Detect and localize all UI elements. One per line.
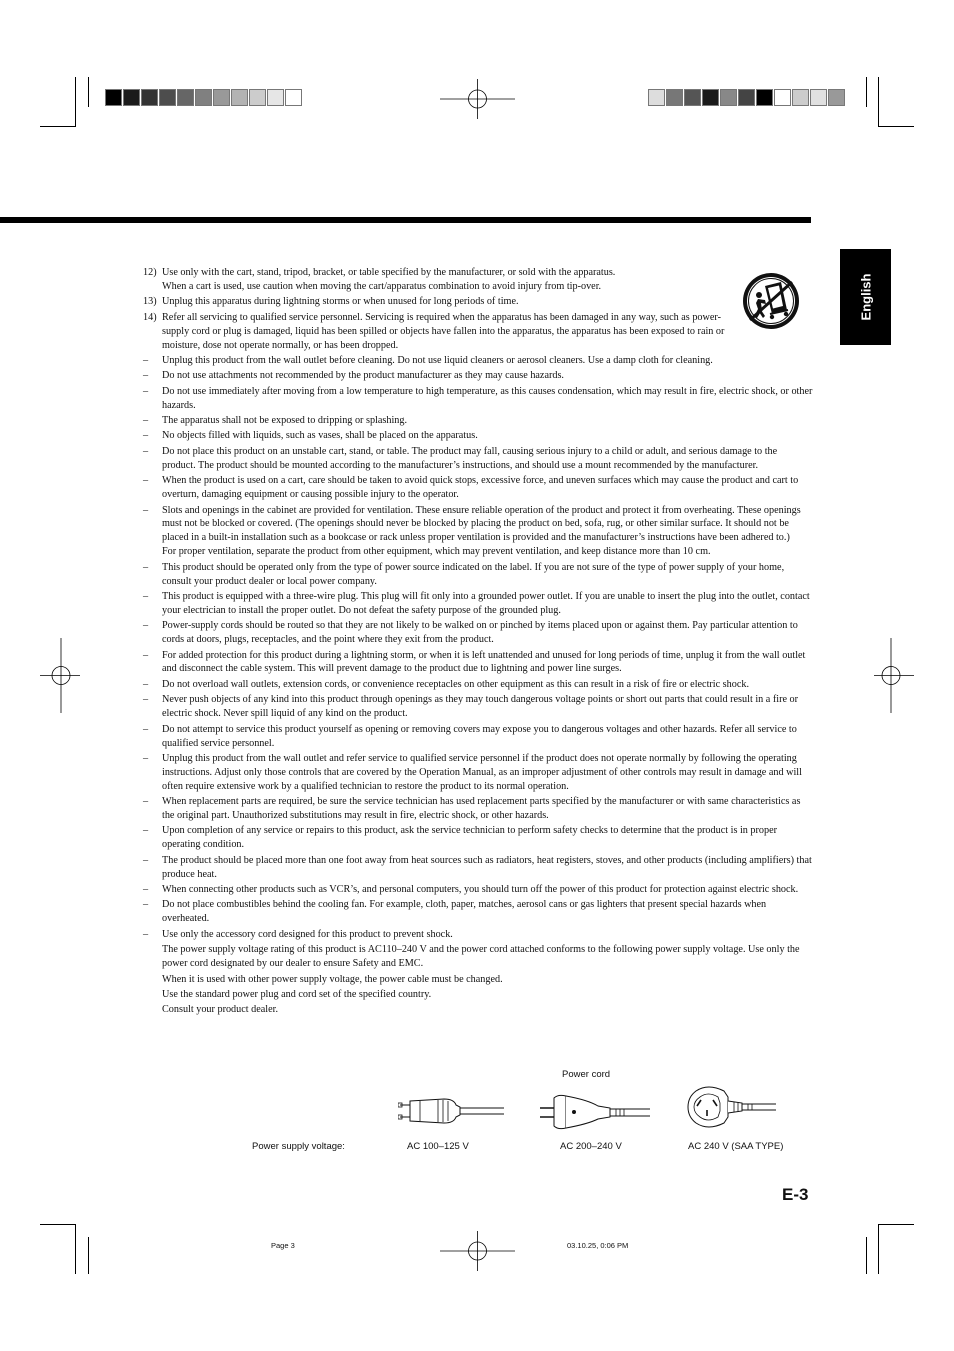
color-bar-left <box>105 89 303 106</box>
list-item <box>143 295 813 309</box>
angled-pin-aus-plug-icon <box>686 1083 778 1133</box>
list-marker: – <box>143 370 149 382</box>
list-marker: – <box>143 678 149 690</box>
list-item-text: Do not use attachments not recommended by the product manufacturer as they may cause hazards. <box>162 370 564 382</box>
list-item <box>143 854 813 882</box>
list-marker: – <box>143 561 149 573</box>
list-marker: – <box>143 504 149 516</box>
list-item <box>143 723 813 751</box>
list-item-text: Do not use immediately after moving from a low temperature to high temperature, as this causes condensation, which may result in fire, electric shock, or other hazards. <box>162 385 813 411</box>
power-paragraph: Consult your product dealer. <box>162 1004 279 1016</box>
list-marker: – <box>143 884 149 896</box>
list-marker: – <box>143 694 149 706</box>
list-item <box>143 385 813 413</box>
list-marker: – <box>143 354 149 366</box>
list-item <box>143 414 813 428</box>
voltage-row-label: Power supply voltage: <box>252 1141 345 1152</box>
list-marker: 13) <box>143 296 157 308</box>
color-bar-right <box>648 89 846 106</box>
plug-label: AC 200–240 V <box>560 1141 622 1152</box>
list-item-text: Do not place this product on an unstable cart, stand, or table. The product may fall, causing serious injury to a child or adult, and serious damage to the product. The product should be mounted according to the manufacturer’s instructions, and should use a mount recommended by the manufacturer. <box>162 445 778 471</box>
three-prong-us-plug-icon <box>398 1095 506 1129</box>
list-marker: – <box>143 415 149 427</box>
list-item <box>143 795 813 823</box>
registration-mark-right-icon <box>874 638 914 713</box>
registration-mark-top-icon <box>440 79 515 119</box>
list-item <box>143 752 813 794</box>
plug-label: AC 100–125 V <box>407 1141 469 1152</box>
footer-timestamp: 03.10.25, 0:06 PM <box>567 1241 629 1250</box>
list-item <box>143 928 813 942</box>
list-item-text: No objects filled with liquids, such as vases, shall be placed on the apparatus. <box>162 430 478 442</box>
list-marker: – <box>143 649 149 661</box>
list-marker: – <box>143 825 149 837</box>
list-item <box>143 693 813 721</box>
plug-label: AC 240 V (SAA TYPE) <box>688 1141 784 1152</box>
list-marker: – <box>143 899 149 911</box>
list-item-text: Unplug this product from the wall outlet before cleaning. Do not use liquid cleaners or aerosol cleaners. Use a damp cloth for cleaning. <box>162 354 713 366</box>
list-item-text: Never push objects of any kind into this product through openings as they may touch dangerous voltage points or short out parts that could result in a fire or electric shock. Never spill liquid of any kind on the product. <box>162 694 799 720</box>
list-marker: – <box>143 723 149 735</box>
list-item-text: When connecting other products such as VCR’s, and personal computers, you should turn off the power of this product for protection against electric shock. <box>162 884 799 896</box>
language-tab <box>840 249 891 345</box>
list-marker: – <box>143 928 149 940</box>
list-item <box>143 354 813 368</box>
list-item-text: Use only the accessory cord designed for this product to prevent shock. <box>162 928 453 940</box>
list-item-text: For added protection for this product during a lightning storm, or when it is left unattended and unused for long periods of time, unplug it from the wall outlet and disconnect the cable system. This will prevent damage to the product due to lightning and power line surges. <box>162 649 806 675</box>
list-item <box>143 590 813 618</box>
power-paragraph: The power supply voltage rating of this product is AC110–240 V and the power cord attached conforms to the following power supply voltage. Use only the power cord designated by our dealer to ensure Safety and EMC. <box>162 944 800 970</box>
list-item-text: Do not overload wall outlets, extension cords, or convenience receptacles on other equipment as this can result in a risk of fire or electric shock. <box>162 678 749 690</box>
list-item <box>143 445 813 473</box>
registration-mark-left-icon <box>40 638 80 713</box>
list-item-text: Unplug this apparatus during lightning storms or when unused for long periods of time. <box>162 296 519 308</box>
list-item-text: Refer all servicing to qualified service personnel. Servicing is required when the apparatus has been damaged in any way, such as power-supply cord or plug is damaged, liquid has been spilled or objects have fallen into the apparatus, the apparatus has been exposed to rain or moisture, dose not operate normally, or has been dropped. <box>162 311 725 351</box>
list-item <box>143 369 813 383</box>
list-item-text: Use only with the cart, stand, tripod, bracket, or table specified by the manufacturer, or sold with the apparatus. <box>162 267 616 278</box>
list-item-text: When the product is used on a cart, care should be taken to avoid quick stops, excessive force, and uneven surfaces which may cause the product and cart to overturn, damaging equipment or causing possible injury to the operator. <box>162 475 799 501</box>
list-item-text: Upon completion of any service or repairs to this product, ask the service technician to perform safety checks to determine that the product is in proper operating condition. <box>162 825 778 851</box>
list-item-text: Do not attempt to service this product yourself as opening or removing covers may expose you to dangerous voltages and other hazards. Refer all service to qualified service personnel. <box>162 723 797 749</box>
list-item-text: Slots and openings in the cabinet are provided for ventilation. These ensure reliable operation of the product and protect it from overheating. These openings must not be blocked or covered. (The openings should never be blocked by placing the product on bed, sofa, rug, or other similar surface. It should not be placed in a built-in installation such as a bookcase or rack unless proper ventilation is provided and the manufacturer’s instructions have been adhered to.) <box>162 504 801 544</box>
list-marker: – <box>143 475 149 487</box>
list-item-text: Do not place combustibles behind the cooling fan. For example, cloth, paper, matches, aerosol cans or gas lighters that present special hazards when overheated. <box>162 899 767 925</box>
page-number: E-3 <box>782 1185 809 1204</box>
list-item <box>143 883 813 897</box>
list-item <box>143 311 813 353</box>
list-marker: – <box>143 430 149 442</box>
safety-instructions <box>143 266 813 1019</box>
list-marker: – <box>143 620 149 632</box>
list-item <box>143 474 813 502</box>
power-paragraph: Use the standard power plug and cord set of the specified country. <box>162 988 432 1000</box>
figure-title: Power cord <box>562 1069 611 1080</box>
list-item <box>143 266 813 294</box>
language-tab-label: English <box>858 273 873 321</box>
list-marker: 14) <box>143 311 157 323</box>
list-marker: 12) <box>143 267 157 278</box>
list-item <box>143 898 813 926</box>
list-item <box>143 824 813 852</box>
list-marker: – <box>143 445 149 457</box>
list-item-text: When replacement parts are required, be sure the service technician has used replacement parts specified by the manufacturer or with same characteristics as the original part. Unauthorized substitutions may result in fire, electric shock, or other hazards. <box>162 796 801 822</box>
footer-page-label: Page 3 <box>271 1241 295 1250</box>
registration-mark-bottom-icon <box>440 1231 515 1271</box>
list-item-text: The apparatus shall not be exposed to dripping or splashing. <box>162 415 408 427</box>
list-item <box>143 649 813 677</box>
list-item-note: For proper ventilation, separate the product from other equipment, which may prevent ventilation, and keep distance more than 10 cm. <box>162 546 711 558</box>
header-rule <box>0 217 811 223</box>
list-marker: – <box>143 752 149 764</box>
power-paragraph: When it is used with other power supply voltage, the power cable must be changed. <box>162 973 503 985</box>
round-pin-euro-plug-icon <box>540 1090 652 1134</box>
list-item <box>143 504 813 560</box>
list-item-text: Power-supply cords should be routed so that they are not likely to be walked on or pinched by items placed upon or against them. Pay particular attention to cords at doors, plugs, receptacles, and the point where they exit from the product. <box>162 620 798 646</box>
list-item <box>143 619 813 647</box>
list-marker: – <box>143 590 149 602</box>
list-item-text: This product should be operated only from the type of power source indicated on the label. If you are not sure of the type of power supply of your home, consult your product dealer or local power company. <box>162 561 785 587</box>
list-marker: – <box>143 796 149 808</box>
list-item-text: Unplug this product from the wall outlet and refer service to qualified service personnel if the product does not operate normally by following the operating instructions. Adjust only those controls that are covered by the Operation Manual, as an improper adjustment of other controls may result in damage and will often require extensive work by a qualified technician to restore the product to its normal operation. <box>162 752 802 792</box>
list-item-note: When a cart is used, use caution when moving the cart/apparatus combination to avoid injury from tip-over. <box>162 280 602 292</box>
list-marker: – <box>143 854 149 866</box>
list-item <box>143 561 813 589</box>
list-item <box>143 678 813 692</box>
list-item <box>143 429 813 443</box>
list-item-text: This product is equipped with a three-wire plug. This plug will fit only into a grounded power outlet. If you are unable to insert the plug into the outlet, contact your electrician to install the proper outlet. Do not defeat the safety purpose of the grounded plug. <box>162 590 810 616</box>
list-marker: – <box>143 385 149 397</box>
list-item-text: The product should be placed more than one foot away from heat sources such as radiators, heat registers, stoves, and other products (including amplifiers) that produce heat. <box>162 854 812 880</box>
